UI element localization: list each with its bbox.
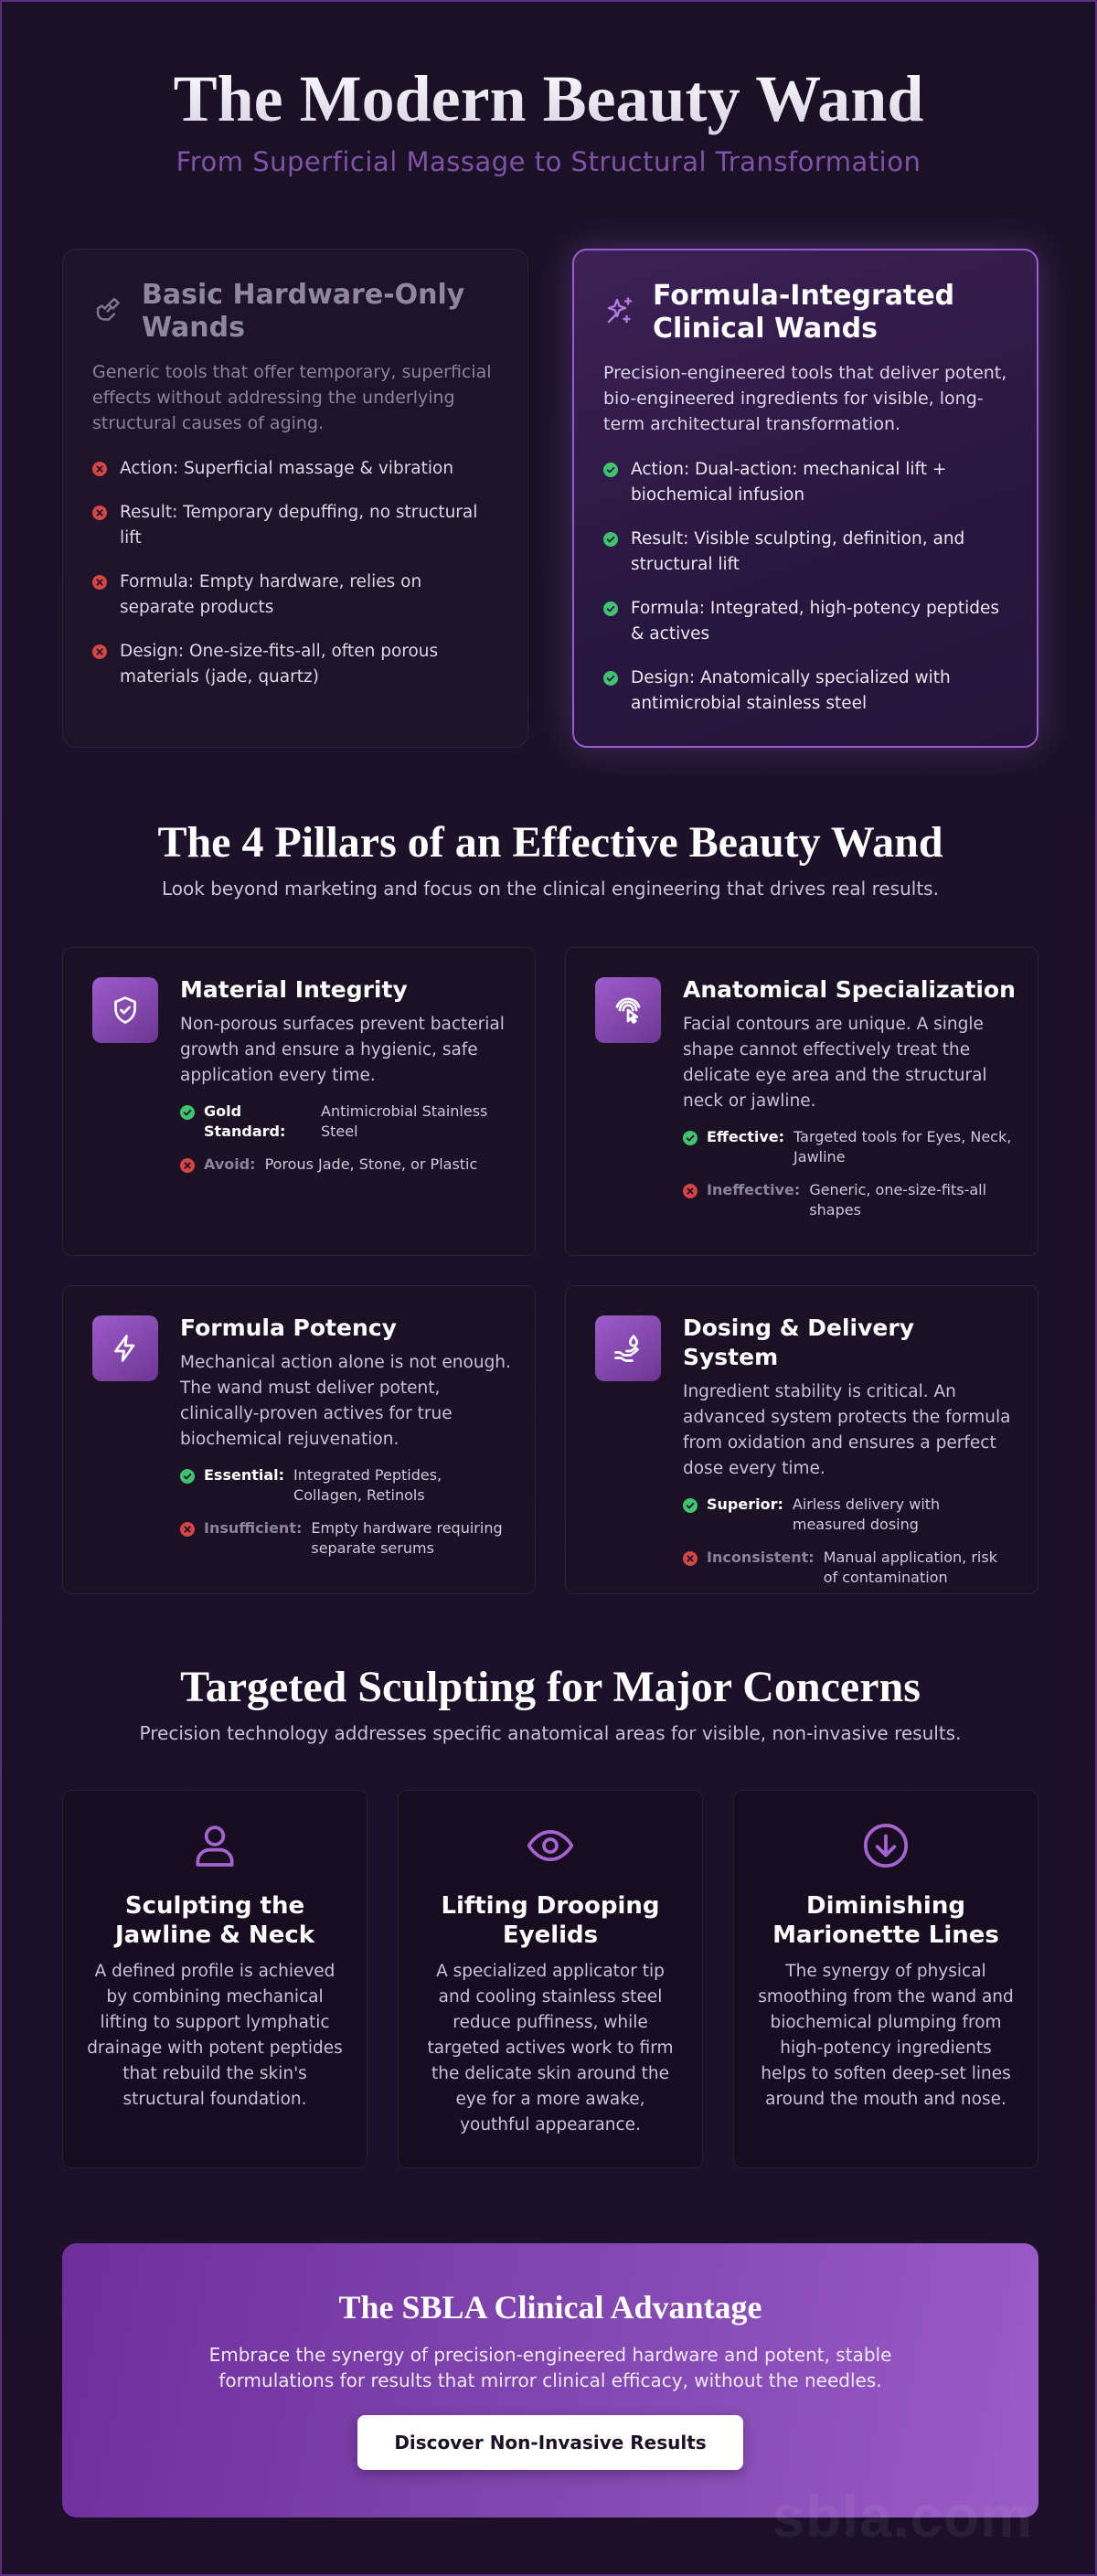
x-circle-icon [180,1522,195,1537]
list-item: Formula: Integrated, high-potency peptides & actives [603,596,1007,647]
concern-description: A defined profile is achieved by combining mechanical lifting to support lymphatic drainage with potent peptides that rebuild the skin's structural foundation. [87,1962,343,2109]
page-subtitle: From Superficial Massage to Structural Transformation [176,146,921,177]
pillar-description: Ingredient stability is critical. An advanced system protects the formula from oxidation and ensures a perfect dose every time. [683,1382,1011,1478]
hand-drop-icon [595,1315,661,1381]
concerns-heading [2,1662,1097,1744]
pillar-description: Mechanical action alone is not enough. The wand must deliver potent, clinically-proven actives for true biochemical rejuvenation. [180,1353,511,1449]
concern-card-jawline [62,1790,367,2168]
arrow-down-circle-icon [860,1820,911,1871]
page-title: The Modern Beauty Wand [2,60,1095,137]
list-item: Result: Visible sculpting, definition, and structural lift [603,527,1007,578]
pillar-good-row: Effective: Targeted tools for Eyes, Neck, Jawline [683,1127,1016,1167]
pillar-title: Material Integrity [180,976,408,1003]
check-circle-icon [603,463,618,477]
pillar-good-row: Gold Standard: Antimicrobial Stainless Steel [180,1102,513,1142]
cta-title: The SBLA Clinical Advantage [338,2289,762,2326]
pillars-heading [2,817,1097,899]
x-circle-icon [683,1184,698,1198]
formula-wands-card [572,249,1038,748]
concern-description: The synergy of physical smoothing from the wand and biochemical plumping from high-potency ingredients helps to soften deep-set lines around the mouth and nose. [758,1962,1014,2109]
formula-wands-description: Precision-engineered tools that deliver potent, bio-engineered ingredients for visible, long-term architectural transformation. [603,363,1007,434]
concern-title: Diminishing Marionette Lines [772,1892,999,1949]
cta-banner [62,2243,1038,2517]
x-circle-icon [180,1158,195,1173]
pillar-good-row: Essential: Integrated Peptides, Collagen, Retinols [180,1465,513,1506]
discover-results-button[interactable]: Discover Non-Invasive Results [357,2415,743,2470]
check-circle-icon [603,671,618,686]
pillar-card-dosing [565,1285,1038,1594]
pillar-title: Formula Potency [180,1315,397,1341]
user-profile-icon [189,1820,240,1871]
pillars-subtitle: Look beyond marketing and focus on the clinical engineering that drives real results. [162,878,939,899]
pillar-bad-row: Avoid: Porous Jade, Stone, or Plastic [180,1155,513,1175]
formula-wands-list [603,457,1007,717]
check-circle-icon [683,1131,698,1145]
pillar-good-row: Superior: Airless delivery with measured dosing [683,1495,1016,1535]
basic-wands-list [92,456,498,690]
list-item: Design: One-size-fits-all, often porous materials (jade, quartz) [92,639,498,690]
pillar-bad-row: Inconsistent: Manual application, risk of contamination [683,1548,1016,1588]
basic-wands-description: Generic tools that offer temporary, superficial effects without addressing the underlying structural causes of aging. [92,362,492,433]
check-circle-icon [180,1469,195,1484]
pillar-bad-row: Insufficient: Empty hardware requiring separate serums [180,1518,513,1559]
shield-check-icon [92,977,158,1043]
check-circle-icon [603,532,618,547]
basic-wands-card [62,249,528,748]
concern-title: Lifting Drooping Eyelids [441,1892,660,1949]
x-circle-icon [92,575,107,590]
concerns-title: Targeted Sculpting for Major Concerns [180,1663,921,1711]
pillars-title: The 4 Pillars of an Effective Beauty Wand [157,818,943,867]
concern-description: A specialized applicator tip and cooling stainless steel reduce puffiness, while targeted actives work to firm the delicate skin around the eye for a more awake, youthful appearance. [427,1962,674,2134]
lightning-bolt-icon [92,1315,158,1381]
list-item: Result: Temporary depuffing, no structural lift [92,500,498,551]
list-item: Design: Anatomically specialized with antimicrobial stainless steel [603,665,1007,717]
sparkles-icon [603,294,636,327]
pillar-title: Anatomical Specialization [683,976,1016,1003]
list-item: Action: Dual-action: mechanical lift + biochemical infusion [603,457,1007,508]
pillar-bad-row: Ineffective: Generic, one-size-fits-all shapes [683,1180,1016,1220]
x-circle-icon [683,1551,698,1566]
hand-wand-icon [92,293,125,326]
concerns-subtitle: Precision technology addresses specific anatomical areas for visible, non-invasive results. [139,1722,962,1744]
concern-title: Sculpting the Jawline & Neck [114,1892,315,1949]
x-circle-icon [92,506,107,520]
cta-text: Embrace the synergy of precision-engineered hardware and potent, stable formulations for results that mirror clinical efficacy, without the needles. [208,2344,892,2391]
pillar-description: Facial contours are unique. A single shape cannot effectively treat the delicate eye area and the structural neck or jawline. [683,1015,987,1111]
pillar-description: Non-porous surfaces prevent bacterial growth and ensure a hygienic, safe application every time. [180,1015,505,1085]
x-circle-icon [92,462,107,476]
pillar-card-anatomical [565,947,1038,1256]
check-circle-icon [180,1105,195,1120]
pillar-title: Dosing & Delivery System [683,1315,915,1370]
list-item: Formula: Empty hardware, relies on separate products [92,569,498,621]
concern-card-marionette [733,1790,1038,2168]
list-item: Action: Superficial massage & vibration [92,456,498,482]
check-circle-icon [683,1498,698,1513]
eye-icon [525,1820,576,1871]
formula-wands-title: Formula-Integrated Clinical Wands [653,280,955,345]
watermark: sbla.com [772,2484,1033,2549]
fingerprint-pointer-icon [595,977,661,1043]
check-circle-icon [603,601,618,616]
pillar-card-potency [62,1285,536,1594]
x-circle-icon [92,644,107,659]
comparison-section [62,249,1038,748]
concern-card-eyelids [398,1790,703,2168]
hero [2,2,1095,177]
basic-wands-title: Basic Hardware-Only Wands [142,279,465,344]
pillar-card-material [62,947,536,1256]
